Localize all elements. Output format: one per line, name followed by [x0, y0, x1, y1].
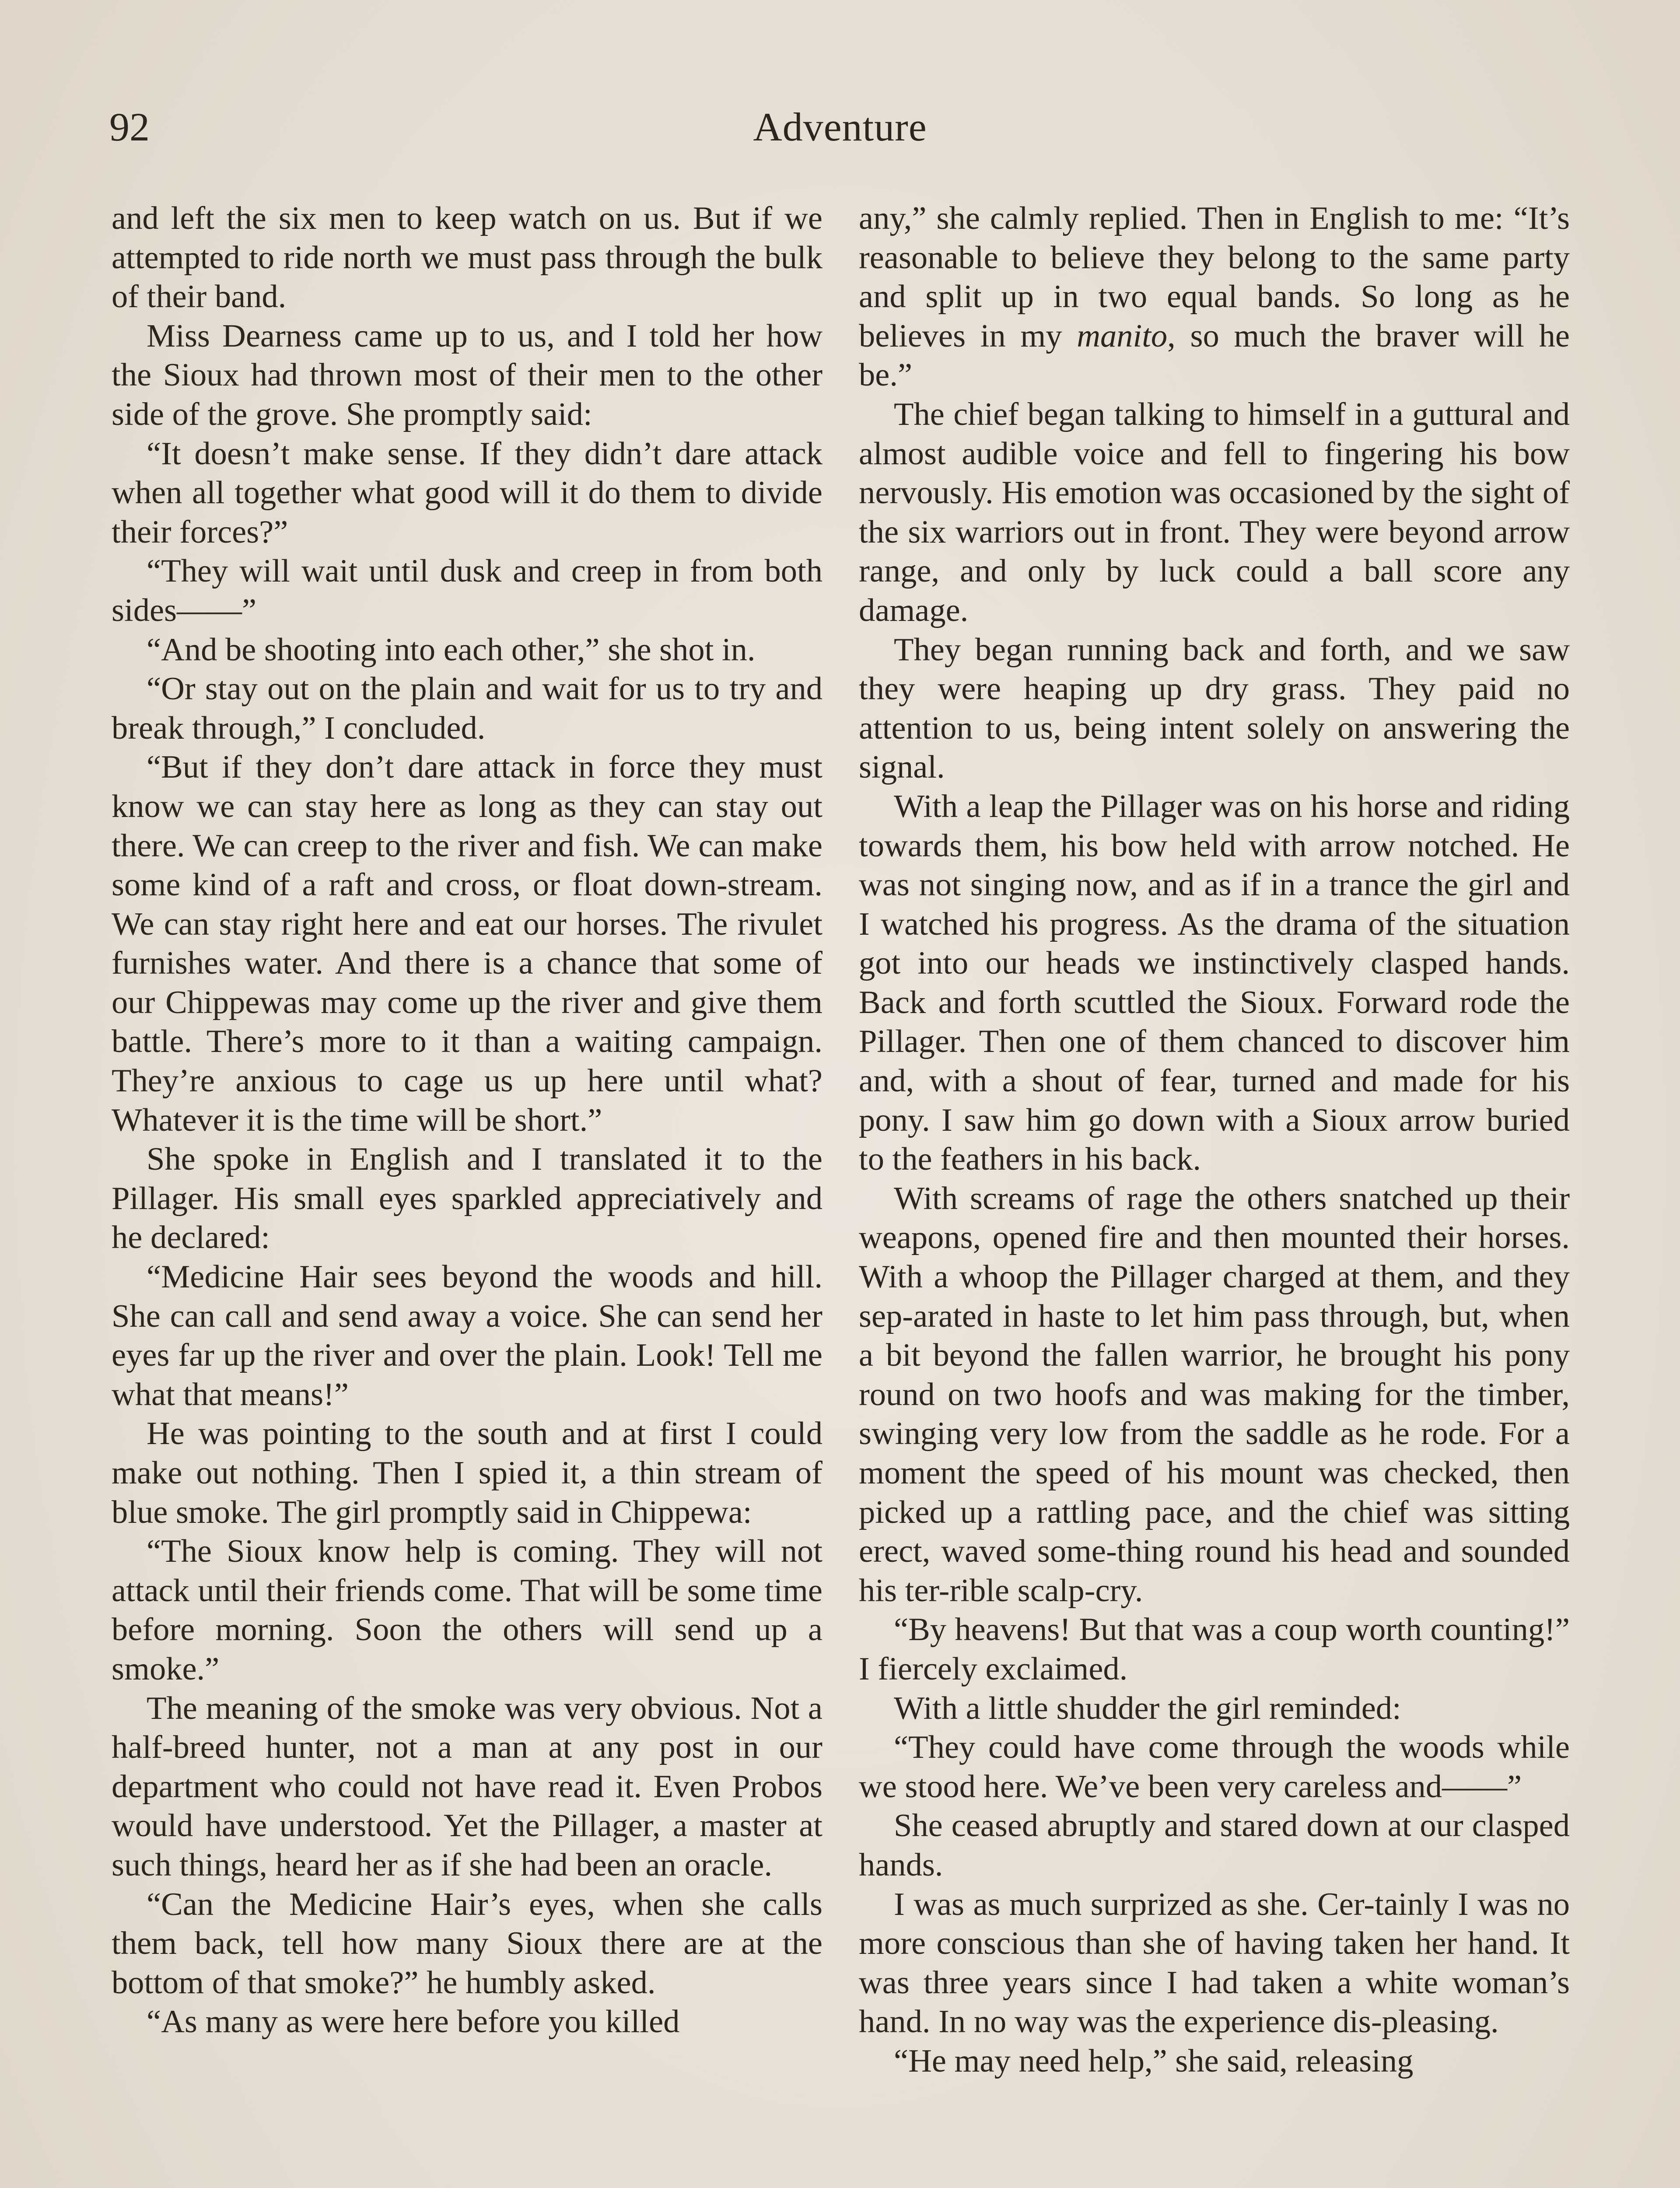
paragraph: “It doesn’t make sense. If they didn’t dare attack when all together what good will it do them to divide their forces?” — [112, 435, 822, 550]
paragraph: Miss Dearness came up to us, and I told her how the Sioux had thrown most of their men to the other side of the grove. She promptly said: — [112, 318, 822, 432]
paragraph: “He may need help,” she said, releasing — [894, 2043, 1414, 2079]
paragraph: “As many as were here before you killed — [147, 2004, 680, 2040]
paragraph: She ceased abruptly and stared down at our clasped hands. — [859, 1808, 1570, 1883]
paragraph: “Medicine Hair sees beyond the woods and hill. She can call and send away a voice. She can send her eyes far up the river and over the plain. Look! Tell me what that means!” — [112, 1259, 822, 1413]
paragraph: The chief began talking to himself in a guttural and almost audible voice and fell to fingering his bow nervously. His emotion was occasioned by the sight of the six warriors out in front. They were beyond arrow range, and only by luck could a ball score any damage. — [859, 396, 1570, 628]
paragraph: With screams of rage the others snatched up their weapons, opened fire and then mounted their horses. With a whoop the Pillager charged at them, and they sep-arated in haste to let him pass through, but, when a bit beyond the fallen warrior, he brought his pony round on two hoofs and was making for the timber, swinging very low from the saddle as he rode. For a moment the speed of his mount was checked, then picked up a rattling pace, and the chief was sitting erect, waved some-thing round his head and sounded his ter-rible scalp-cry. — [859, 1180, 1570, 1609]
paragraph — [859, 199, 1570, 395]
paragraph: He was pointing to the south and at first I could make out nothing. Then I spied it, a thin stream of blue smoke. The girl promptly said in Chippewa: — [112, 1416, 822, 1530]
page-header — [109, 94, 1571, 160]
paragraph: I was as much surprized as she. Cer-tainly I was no more conscious than she of having taken her hand. It was three years since I had taken a white woman’s hand. In no way was the experience dis-pleasing. — [859, 1886, 1570, 2040]
paragraph: “The Sioux know help is coming. They will not attack until their friends come. That will be some time before morning. Soon the others will send up a smoke.” — [112, 1533, 822, 1687]
paragraph: She spoke in English and I translated it to the Pillager. His small eyes sparkled appreciatively and he declared: — [112, 1141, 822, 1256]
paragraph: With a little shudder the girl reminded: — [894, 1690, 1401, 1726]
italic-word: manito — [1077, 318, 1168, 354]
paragraph: “By heavens! But that was a coup worth counting!” I fiercely exclaimed. — [859, 1612, 1570, 1687]
paragraph: and left the six men to keep watch on us. But if we attempted to ride north we must pass through the bulk of their band. — [112, 200, 822, 315]
right-column — [859, 199, 1570, 2081]
page-number: 92 — [109, 105, 150, 149]
paragraph: “They could have come through the woods while we stood here. We’ve been very careless and——” — [859, 1729, 1570, 1805]
paragraph: They began running back and forth, and we saw they were heaping up dry grass. They paid no attention to us, being intent solely on answering the signal. — [859, 631, 1570, 785]
paragraph: “And be shooting into each other,” she shot in. — [147, 631, 756, 668]
paragraph: “But if they don’t dare attack in force they must know we can stay here as long as they can stay out there. We can creep to the river and fish. We can make some kind of a raft and cross, or float down-stream. We can stay right here and eat our horses. The rivulet furnishes water. And there is a chance that some of our Chippewas may come up the river and give them battle. There’s more to it than a waiting campaign. They’re anxious to cage us up here until what? Whatever it is the time will be short.” — [112, 749, 822, 1138]
paragraph: “Can the Medicine Hair’s eyes, when she calls them back, tell how many Sioux there are at the bottom of that smoke?” he humbly asked. — [112, 1886, 822, 2001]
paragraph-text: , so much the braver will he be.” — [859, 318, 1570, 393]
left-column — [112, 199, 822, 2042]
paragraph-text: any,” she calmly replied. Then in English to me: “It’s reasonable to believe they belong to the same party and split up in two equal bands. So long as he believes in my — [859, 200, 1570, 354]
paragraph: With a leap the Pillager was on his horse and riding towards them, his bow held with arrow notched. He was not singing now, and as if in a trance the girl and I watched his progress. As the drama of the situation got into our heads we instinctively clasped hands. Back and forth scuttled the Sioux. Forward rode the Pillager. Then one of them chanced to discover him and, with a shout of fear, turned and made for his pony. I saw him go down with a Sioux arrow buried to the feathers in his back. — [859, 788, 1570, 1178]
paragraph: “Or stay out on the plain and wait for us to try and break through,” I concluded. — [112, 671, 822, 746]
paragraph: “They will wait until dusk and creep in from both sides——” — [112, 553, 822, 628]
paragraph: The meaning of the smoke was very obvious. Not a half-breed hunter, not a man at any post in our department who could not have read it. Even Probos would have understood. Yet the Pillager, a master at such things, heard her as if she had been an oracle. — [112, 1690, 822, 1883]
running-title: Adventure — [753, 105, 927, 149]
